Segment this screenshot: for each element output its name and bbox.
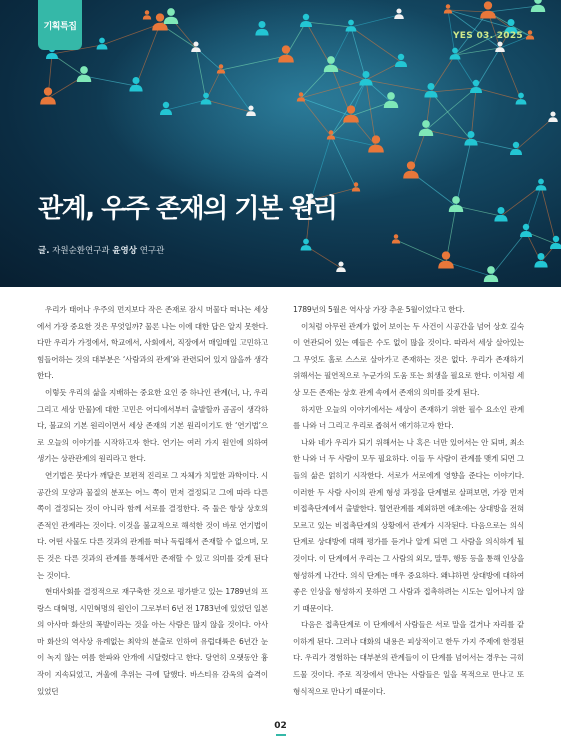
byline-label: 글. bbox=[38, 246, 50, 256]
paragraph: 하지만 오늘의 이야기에서는 세상이 존재하기 위한 필수 요소인 관계를 나와 너 그리고 우리로 좁혀서 얘기하고자 한다. bbox=[293, 404, 524, 431]
person-icon bbox=[510, 142, 522, 155]
person-icon bbox=[534, 253, 547, 268]
paragraph: 이처럼 아무런 관계가 없어 보이는 두 사건이 시공간을 넘어 상호 깊숙이 연관되어 있는 예들은 수도 없이 많을 것이다. 따라서 세상 살아있는 그 무엇도 홀로 스스로 살아가고 존재하는 것은 없다. 우리가 존재하기 위해서는 필연적으로 누군가의 도움 또는 희생을 필요로 한다. 이처럼 세상 모든 존재는 상호 관계 속에서 존재의 의미를 갖게 된다. bbox=[293, 321, 524, 397]
byline-role: 연구관 bbox=[139, 246, 165, 256]
person-icon bbox=[143, 10, 151, 19]
section-badge: 기획특집 bbox=[38, 0, 82, 50]
byline-org: 자원순환연구과 bbox=[52, 246, 110, 256]
page-number: 02 bbox=[274, 721, 287, 731]
paragraph: 1789년의 5월은 역사상 가장 추운 5월이었다고 한다. bbox=[293, 305, 465, 314]
paragraph: 현대사회를 결정적으로 재구축한 것으로 평가받고 있는 1789년의 프랑스 대혁명, 시민혁명의 원인이 그로부터 6년 전 1783년에 있었던 일본의 아사마 화산의 폭발이라는 것을 아는 사람은 많지 않을 것이다. 아사마 화산의 역사상 유례없는 최악의 분출로 인하여 유럽대륙은 6년간 눈이 녹지 않는 여름 한파와 안개에 시달렸다고 한다. 당연히 오랫동안 흉작이 지속되었고, 겨울에 추위는 극에 달했다. 바스티유 감옥의 습격이 있었던 bbox=[37, 587, 268, 696]
person-icon bbox=[548, 111, 558, 122]
person-icon bbox=[494, 207, 507, 222]
network-link bbox=[541, 186, 556, 244]
network-link bbox=[516, 118, 553, 150]
person-icon bbox=[516, 93, 527, 105]
person-icon bbox=[77, 66, 91, 82]
network-link bbox=[448, 10, 511, 28]
person-icon bbox=[480, 1, 496, 18]
paragraph: 이렇듯 우리의 삶을 지배하는 중요한 요인 중 하나인 관계(너, 나, 우리 그리고 세상 만물)에 대한 고민은 어디에서부터 출발할까 곰곰이 생각하다, 불교의 기본 원리이면서 세상 존재의 기본 원리이기도 한 ‘연기법’으로 오늘의 이야기를 시작하고자 한다. 연기는 여러 가지 원인에 의하여 생기는 상관관계의 원리라고 한다. bbox=[37, 387, 268, 464]
byline-author: 윤영상 bbox=[112, 246, 137, 256]
page-number-underline bbox=[276, 734, 286, 736]
paragraph: 연기법은 붓다가 깨달은 보편적 진리로 그 자체가 치밀한 과학이다. 시공간의 모양과 물질의 분포는 어느 쪽이 먼저 결정되고 그에 따라 다른 쪽이 결정되는 것이 아니라 함께 서로를 결정한다. 즉 둘은 항상 상호의존적인 관계라는 것이다. 이것을 불교적으로 해석한 것이 바로 연기법이다. 어떤 사물도 다른 것과의 관계를 떠나 독립해서 존재할 수 없으며, 모든 것은 다른 것과의 관계를 통해서만 존재할 수 있고 의미를 갖게 된다는 것이다. bbox=[37, 470, 268, 580]
person-icon bbox=[531, 0, 545, 12]
person-icon bbox=[520, 224, 532, 237]
network-link bbox=[491, 232, 526, 276]
paragraph: 다음은 접촉단계로 이 단계에서 사람들은 서로 말을 걸거나 자리를 같이하게 된다. 그러나 대화의 내용은 피상적이고 한두 가지 주제에 한정된다. 우리가 경험하는 대부분의 관계들이 이 단계를 넘어서는 경우는 극히 드물 것이다. 주로 직장에서 만나는 사람들은 일을 목적으로 만나고 또 형식적으로 만나기 때문이다. bbox=[293, 620, 524, 696]
paragraph: 나와 네가 우리가 되기 위해서는 나 혹은 너만 있어서는 안 되며, 최소한 나와 너 두 사람이 모두 필요하다. 이들 두 사람이 관계를 맺게 되면 그들의 삶은 얽히기 시작한다. 서로가 서로에게 영향을 준다는 이야기다. 이러한 두 사람 사이의 관계 형성 과정을 단계별로 살펴보면, 가장 먼저 비접촉단계에서 출발한다. 혈연관계를 제외하면 애초에는 상대방을 전혀 모르고 있는 비접촉단계의 상황에서 관계가 시작된다. 다음으로는 의식단계로 상대방에 대해 평가를 듣거나 알게 되면 그 사람을 의식하게 될 것이다. 이 단계에서 우리는 그 사람의 외모, 말투, 행동 등을 통해 인상을 형성하게 나간다. 의식 단계는 매우 중요하다. 왜냐하면 상대방에 대하여 좋은 인상을 형성하지 못하면 그 사람과 접촉하려는 시도는 일어나지 않기 때문이다. bbox=[293, 437, 524, 613]
page-title: 관계, 우주 존재의 기본 원리 bbox=[38, 194, 337, 224]
person-icon bbox=[449, 196, 463, 212]
paragraph: 우리가 태어나 우주의 먼지보다 작은 존재로 잠시 머물다 떠나는 세상에서 가장 중요한 것은 무엇일까? 물론 나는 이에 대한 답은 알지 못한다. 다만 우리가 가정에서, 학교에서, 사회에서, 직장에서 매일매일 고민하고 힘들어하는 것의 대부분은 ‘사람과의 관계’와 관련되어 있지 않을까 생각한다. bbox=[37, 305, 268, 381]
network-link bbox=[488, 6, 538, 12]
person-icon bbox=[392, 234, 400, 243]
person-icon bbox=[336, 261, 346, 272]
network-link bbox=[501, 186, 541, 216]
network-link bbox=[500, 48, 521, 100]
person-icon bbox=[536, 179, 547, 191]
article-column-left bbox=[37, 302, 268, 700]
article-column-right bbox=[293, 302, 524, 700]
issue-label: YES 03. 2025 bbox=[452, 31, 523, 41]
hero-banner bbox=[0, 0, 561, 287]
byline bbox=[38, 244, 164, 256]
person-icon bbox=[444, 4, 452, 13]
network-link bbox=[396, 240, 446, 262]
